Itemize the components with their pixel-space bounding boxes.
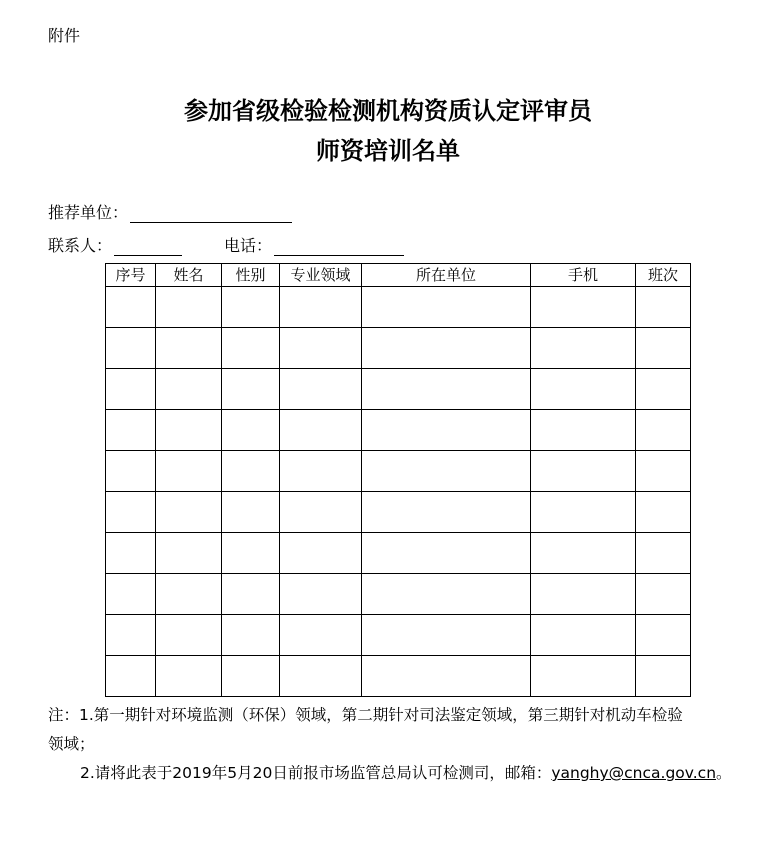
table-cell[interactable] [280, 328, 362, 369]
recommending-unit-label: 推荐单位： [48, 203, 129, 222]
table-cell[interactable] [156, 574, 222, 615]
table-cell[interactable] [106, 369, 156, 410]
table-row [106, 574, 691, 615]
table-header-row [106, 264, 691, 287]
table-cell[interactable] [156, 656, 222, 697]
table-cell[interactable] [362, 533, 531, 574]
table-cell[interactable] [222, 615, 280, 656]
table-cell[interactable] [280, 369, 362, 410]
table-cell[interactable] [156, 492, 222, 533]
table-cell[interactable] [362, 574, 531, 615]
header-serial-number: 序号 [106, 264, 156, 287]
table-cell[interactable] [222, 451, 280, 492]
table-cell[interactable] [106, 287, 156, 328]
note-1-line-2: 领域； [48, 735, 95, 753]
table-cell[interactable] [280, 410, 362, 451]
table-cell[interactable] [106, 656, 156, 697]
table-cell[interactable] [636, 492, 691, 533]
table-cell[interactable] [106, 328, 156, 369]
table-cell[interactable] [362, 656, 531, 697]
table-cell[interactable] [280, 656, 362, 697]
table-cell[interactable] [636, 615, 691, 656]
note-2-suffix: 。 [716, 764, 732, 782]
recommending-unit-row [48, 203, 292, 223]
table-cell[interactable] [531, 287, 636, 328]
table-cell[interactable] [636, 410, 691, 451]
table-cell[interactable] [222, 492, 280, 533]
table-row [106, 492, 691, 533]
table-cell[interactable] [362, 492, 531, 533]
document-title-line2: 师资培训名单 [316, 136, 460, 165]
table-cell[interactable] [280, 615, 362, 656]
table-cell[interactable] [222, 574, 280, 615]
table-row [106, 656, 691, 697]
table-cell[interactable] [106, 533, 156, 574]
table-cell[interactable] [156, 287, 222, 328]
table-cell[interactable] [280, 287, 362, 328]
phone-label: 电话： [224, 236, 273, 255]
note-1-line-1: 注：1.第一期针对环境监测（环保）领域，第二期针对司法鉴定领域，第三期针对机动车检验 [48, 706, 683, 724]
table-cell[interactable] [156, 533, 222, 574]
table-cell[interactable] [222, 410, 280, 451]
table-cell[interactable] [156, 410, 222, 451]
table-cell[interactable] [362, 410, 531, 451]
table-cell[interactable] [106, 492, 156, 533]
table-cell[interactable] [636, 328, 691, 369]
contact-label: 联系人： [48, 236, 113, 255]
table-row [106, 369, 691, 410]
table-cell[interactable] [106, 615, 156, 656]
table-cell[interactable] [362, 328, 531, 369]
table-cell[interactable] [156, 369, 222, 410]
table-cell[interactable] [280, 533, 362, 574]
note-2-text: 2.请将此表于2019年5月20日前报市场监管总局认可检测司，邮箱： [80, 764, 552, 782]
header-name: 姓名 [156, 264, 222, 287]
table-cell[interactable] [531, 328, 636, 369]
table-body [106, 287, 691, 697]
table-cell[interactable] [531, 369, 636, 410]
table-cell[interactable] [280, 574, 362, 615]
table-cell[interactable] [636, 287, 691, 328]
table-cell[interactable] [106, 574, 156, 615]
header-session: 班次 [636, 264, 691, 287]
table-row [106, 533, 691, 574]
table-cell[interactable] [531, 451, 636, 492]
recommending-unit-blank[interactable] [130, 204, 292, 223]
table-cell[interactable] [280, 451, 362, 492]
table-cell[interactable] [636, 533, 691, 574]
table-cell[interactable] [222, 533, 280, 574]
table-cell[interactable] [636, 656, 691, 697]
attachment-label: 附件 [48, 26, 81, 45]
note-2 [80, 763, 732, 783]
trainee-roster-table [105, 263, 691, 697]
table-cell[interactable] [106, 451, 156, 492]
header-work-unit: 所在单位 [362, 264, 531, 287]
header-gender: 性别 [222, 264, 280, 287]
table-cell[interactable] [531, 492, 636, 533]
table-cell[interactable] [362, 369, 531, 410]
table-cell[interactable] [362, 615, 531, 656]
table-cell[interactable] [362, 451, 531, 492]
table-cell[interactable] [222, 369, 280, 410]
table-cell[interactable] [531, 533, 636, 574]
header-mobile: 手机 [531, 264, 636, 287]
table-cell[interactable] [636, 574, 691, 615]
contact-row [48, 236, 404, 256]
table-row [106, 615, 691, 656]
table-cell[interactable] [636, 369, 691, 410]
table-cell[interactable] [531, 410, 636, 451]
table-cell[interactable] [106, 410, 156, 451]
header-specialty-field: 专业领域 [280, 264, 362, 287]
table-cell[interactable] [156, 451, 222, 492]
email-link[interactable]: yanghy@cnca.gov.cn [551, 764, 717, 782]
table-cell[interactable] [222, 328, 280, 369]
table-cell[interactable] [531, 574, 636, 615]
table-cell[interactable] [280, 492, 362, 533]
table-cell[interactable] [362, 287, 531, 328]
table-row [106, 328, 691, 369]
table-cell[interactable] [156, 615, 222, 656]
contact-blank[interactable] [114, 237, 182, 256]
table-cell[interactable] [531, 656, 636, 697]
table-cell[interactable] [531, 615, 636, 656]
table-cell[interactable] [156, 328, 222, 369]
table-cell[interactable] [222, 287, 280, 328]
phone-blank[interactable] [274, 237, 404, 256]
table-row [106, 451, 691, 492]
table-row [106, 287, 691, 328]
table-cell[interactable] [636, 451, 691, 492]
document-title-line1: 参加省级检验检测机构资质认定评审员 [184, 96, 592, 125]
table-row [106, 410, 691, 451]
table-cell[interactable] [222, 656, 280, 697]
